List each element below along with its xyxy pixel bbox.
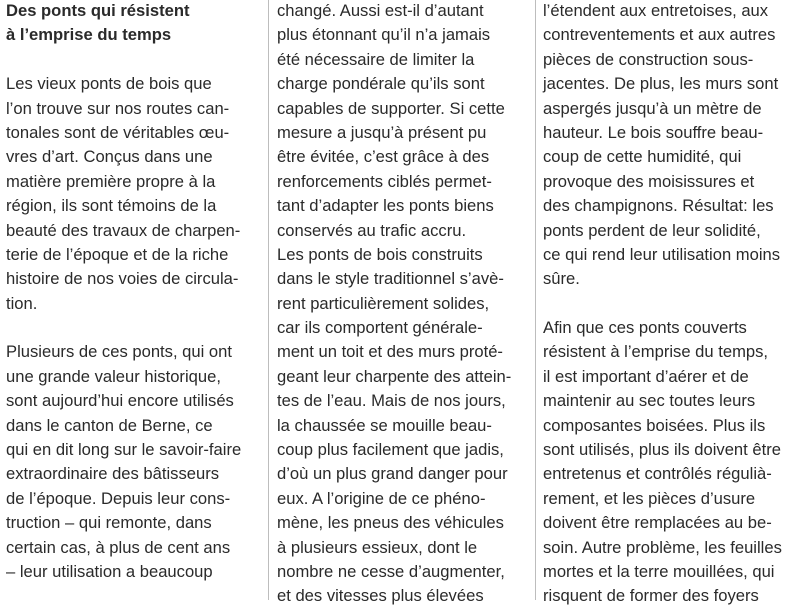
text-line: il est important d’aérer et de	[543, 366, 749, 386]
text-line: tes de l’eau. Mais de nos jours,	[277, 391, 506, 411]
text-line: être évitée, c’est grâce à des	[277, 147, 490, 167]
text-line: Les vieux ponts de bois que	[6, 74, 212, 94]
text-line: tion.	[6, 293, 38, 313]
text-line: sont utilisés, plus ils doivent être	[543, 440, 781, 460]
text-line: geant leur charpente des attein-	[277, 366, 512, 386]
text-line: plus étonnant qu’il n’a jamais	[277, 25, 491, 45]
text-line: mortes et la terre mouillées, qui	[543, 561, 775, 581]
title-line: à l’emprise du temps	[6, 25, 172, 45]
text-line: beauté des travaux de charpen-	[6, 220, 241, 240]
text-line: une grande valeur historique,	[6, 366, 221, 386]
text-line: hauteur. Le bois souffre beau-	[543, 122, 764, 142]
paragraph	[543, 316, 795, 609]
text-line: ponts perdent de leur solidité,	[543, 220, 761, 240]
text-line: eux. A l’origine de ce phéno-	[277, 488, 486, 508]
text-line: l’on trouve sur nos routes can-	[6, 98, 230, 118]
title-line: Des ponts qui résistent	[6, 1, 190, 20]
text-line: renforcements ciblés permet-	[277, 171, 492, 191]
text-line: aspergés jusqu’à un mètre de	[543, 98, 762, 118]
column-2	[277, 0, 529, 609]
text-line: risquent de former des foyers	[543, 586, 759, 606]
text-line: ce qui rend leur utilisation moins	[543, 244, 781, 264]
text-line: tant d’adapter les ponts biens	[277, 196, 494, 216]
text-line: matière première propre à la	[6, 171, 216, 191]
paragraph	[543, 0, 795, 292]
text-line: car ils comportent générale-	[277, 318, 483, 338]
text-line: tonales sont de véritables œu-	[6, 122, 230, 142]
text-line: doivent être remplacées au be-	[543, 513, 772, 533]
text-line: qui en dit long sur le savoir-faire	[6, 440, 242, 460]
text-line: mesure a jusqu’à présent pu	[277, 122, 487, 142]
text-line: histoire de nos voies de circula-	[6, 269, 239, 289]
paragraph	[277, 243, 529, 609]
text-line: et des vitesses plus élevées	[277, 586, 484, 606]
text-line: charge pondérale qu’ils sont	[277, 74, 485, 94]
text-line: jacentes. De plus, les murs sont	[543, 74, 779, 94]
text-line: changé. Aussi est-il d’autant	[277, 1, 484, 20]
text-line: truction – qui remonte, dans	[6, 513, 212, 533]
text-line: entretenus et contrôlés régulià-	[543, 464, 772, 484]
text-line: vres d’art. Conçus dans une	[6, 147, 213, 167]
text-line: sûre.	[543, 269, 580, 289]
text-line: contreventements et aux autres	[543, 25, 776, 45]
text-line: composantes boisées. Plus ils	[543, 415, 766, 435]
text-line: conservés au trafic accru.	[277, 220, 467, 240]
text-line: rement, et les pièces d’usure	[543, 488, 756, 508]
text-line: certain cas, à plus de cent ans	[6, 537, 231, 557]
column-divider-1	[268, 0, 269, 600]
text-line: nombre ne cesse d’augmenter,	[277, 561, 505, 581]
text-line: maintenir au sec toutes leurs	[543, 391, 756, 411]
text-line: résistent à l’emprise du temps,	[543, 342, 769, 362]
text-line: de l’époque. Depuis leur cons-	[6, 488, 231, 508]
text-line: région, ils sont témoins de la	[6, 196, 217, 216]
paragraph	[277, 0, 529, 243]
text-line: provoque des moisissures et	[543, 171, 755, 191]
paragraph	[6, 340, 261, 584]
text-line: sont aujourd’hui encore utilisés	[6, 391, 234, 411]
text-line: la chaussée se mouille beau-	[277, 415, 492, 435]
column-divider-2	[535, 0, 536, 600]
text-line: des champignons. Résultat: les	[543, 196, 774, 216]
text-line: Les ponts de bois construits	[277, 244, 483, 264]
text-line: Afin que ces ponts couverts	[543, 318, 747, 338]
text-line: dans le style traditionnel s’avè-	[277, 269, 504, 289]
text-line: coup plus facilement que jadis,	[277, 440, 504, 460]
text-line: coup de cette humidité, qui	[543, 147, 742, 167]
text-line: terie de l’époque et de la riche	[6, 244, 229, 264]
text-line: rent particulièrement solides,	[277, 293, 490, 313]
text-line: dans le canton de Berne, ce	[6, 415, 213, 435]
text-line: soin. Autre problème, les feuilles	[543, 537, 782, 557]
column-3	[543, 0, 795, 609]
text-line: Plusieurs de ces ponts, qui ont	[6, 342, 232, 362]
text-line: pièces de construction sous-	[543, 49, 754, 69]
article-title	[6, 0, 261, 48]
text-line: d’où un plus grand danger pour	[277, 464, 508, 484]
text-line: ment un toit et des murs proté-	[277, 342, 503, 362]
text-line: l’étendent aux entretoises, aux	[543, 1, 769, 20]
column-1	[6, 0, 261, 584]
text-line: capables de supporter. Si cette	[277, 98, 505, 118]
text-line: à plusieurs essieux, dont le	[277, 537, 478, 557]
text-line: été nécessaire de limiter la	[277, 49, 475, 69]
text-line: – leur utilisation a beaucoup	[6, 561, 213, 581]
text-line: extraordinaire des bâtisseurs	[6, 464, 220, 484]
paragraph	[6, 72, 261, 316]
text-line: mène, les pneus des véhicules	[277, 513, 504, 533]
